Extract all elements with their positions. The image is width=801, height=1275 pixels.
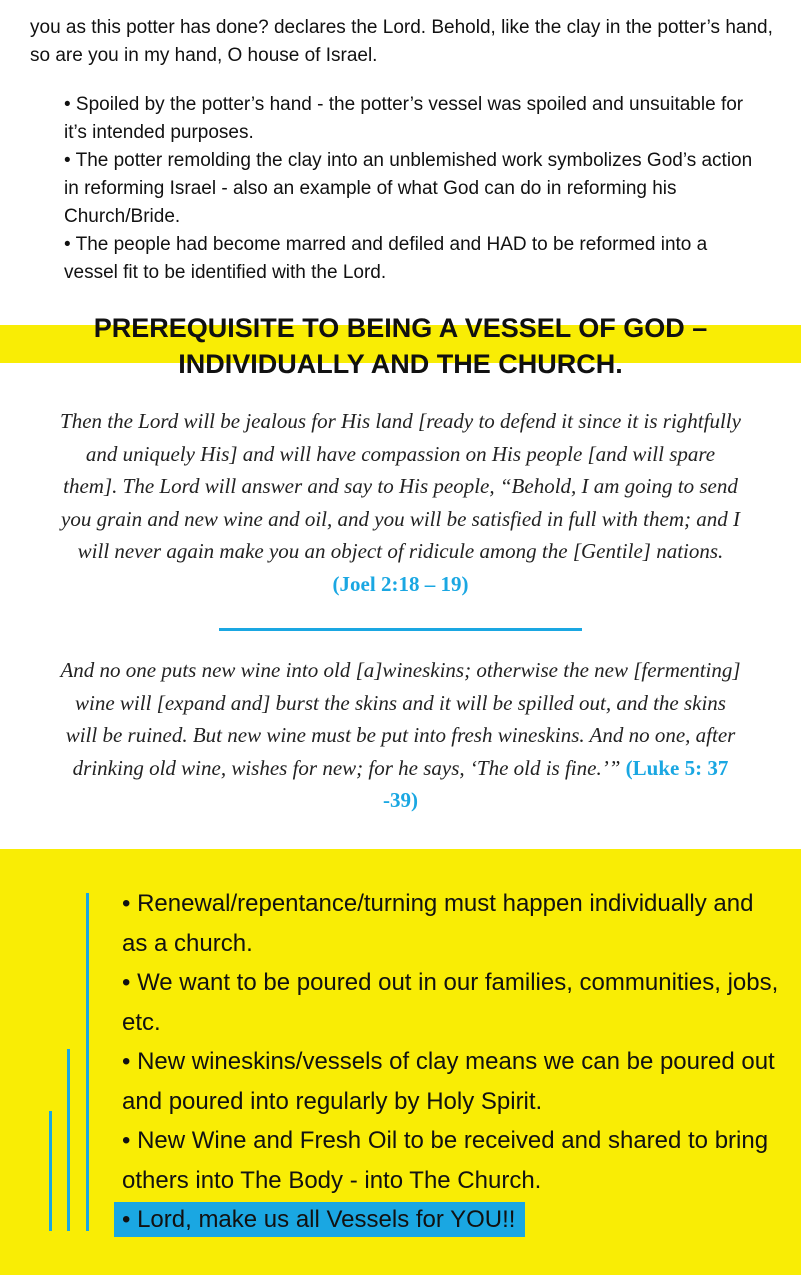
highlighted-bullet: • Lord, make us all Vessels for YOU!! [114, 1202, 525, 1237]
list-item: • Renewal/repentance/turning must happen individually and as a church. [122, 890, 754, 957]
decorative-line [86, 893, 89, 1231]
scripture-reference: (Luke 5: 37 -39) [383, 755, 729, 812]
list-item: • The people had become marred and defiled and HAD to be reformed into a vessel fit to be identified with the Lord. [64, 234, 708, 283]
summary-bullet-list [122, 884, 782, 1240]
list-item: • New wineskins/vessels of clay means we can be poured out and poured into regularly by Holy Spirit. [122, 1048, 775, 1115]
scripture-quote-joel [60, 405, 741, 600]
list-item: • The potter remolding the clay into an unblemished work symbolizes God’s action in reforming Israel - also an example of what God can do in reforming his Church/Bride. [64, 150, 753, 227]
top-bullet-list [64, 91, 764, 287]
list-item: • We want to be poured out in our families, communities, jobs, etc. [122, 969, 779, 1036]
intro-paragraph: you as this potter has done? declares the Lord. Behold, like the clay in the potter’s hand, so are you in my hand, O house of Israel. [30, 17, 773, 66]
scripture-reference: (Joel 2:18 – 19) [332, 571, 469, 596]
decorative-line [49, 1111, 52, 1231]
scripture-quote-luke [60, 654, 741, 817]
list-item [122, 1200, 782, 1240]
list-item: • New Wine and Fresh Oil to be received and shared to bring others into The Body - into The Church. [122, 1127, 769, 1194]
heading-line-2: INDIVIDUALLY AND THE CHURCH. [178, 349, 623, 379]
list-item: • Spoiled by the potter’s hand - the potter’s vessel was spoiled and unsuitable for it’s intended purposes. [64, 94, 744, 143]
section-heading [0, 310, 801, 382]
divider-line [219, 628, 582, 631]
heading-line-1: PREREQUISITE TO BEING A VESSEL OF GOD – [93, 313, 708, 343]
quote-text: And no one puts new wine into old [a]wineskins; otherwise the new [fermenting] wine will [expand and] burst the skins and it will be spilled out, and the skins will be ruined. But new wine must be put into fresh wineskins. And no one, after drinking old wine, wishes for new; for he says, ‘The old is fine.’” [60, 658, 741, 780]
quote-text: Then the Lord will be jealous for His land [ready to defend it since it is rightfully and uniquely His] and will have compassion on His people [and will spare them]. The Lord will answer and say to His people, “Behold, I am going to send you grain and new wine and oil, and you will be satisfied in full with them; and I will never again make you an object of ridicule among the [Gentile] nations. [60, 409, 741, 563]
decorative-line [67, 1049, 70, 1231]
